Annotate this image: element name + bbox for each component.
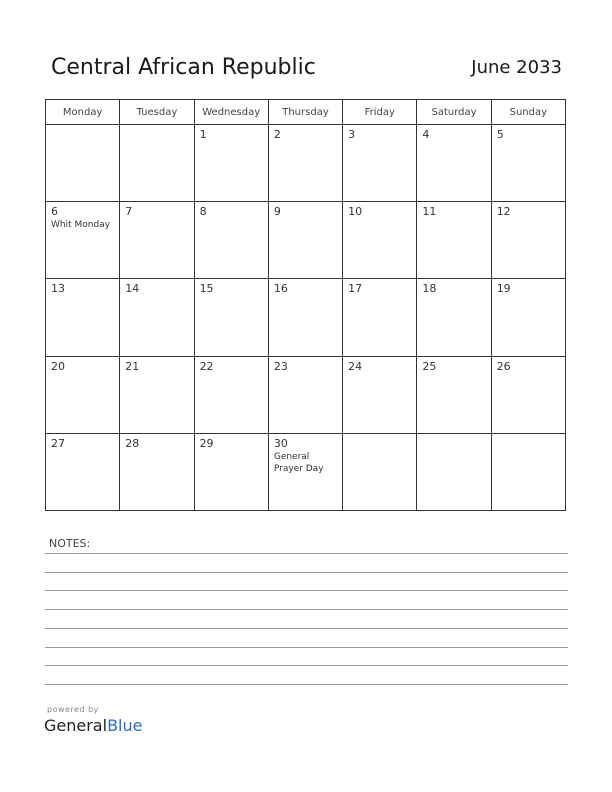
day-number: 18 (422, 282, 437, 296)
brand-general: General (44, 716, 108, 735)
day-cell (120, 125, 194, 202)
powered-by-text: powered by (47, 705, 99, 714)
day-cell (268, 125, 342, 202)
day-number: 13 (51, 282, 65, 296)
day-cell (417, 356, 491, 433)
holiday-label: Whit Monday (51, 220, 111, 231)
day-number: 29 (199, 436, 214, 450)
day-number: 28 (125, 436, 140, 450)
day-cell (417, 279, 491, 356)
day-number: 23 (273, 359, 288, 373)
day-number: 30 (273, 436, 288, 450)
day-cell (268, 433, 342, 510)
day-cell (268, 279, 342, 356)
day-number: 21 (125, 359, 140, 373)
day-cell (343, 202, 417, 279)
weekday-header-row (46, 100, 566, 125)
weekday-tuesday: Tuesday (120, 100, 194, 125)
month-label: June 2033 (471, 57, 562, 78)
day-cell (417, 202, 491, 279)
day-cell (343, 433, 417, 510)
day-cell (343, 125, 417, 202)
note-line (45, 684, 568, 685)
day-cell (120, 202, 194, 279)
day-number: 24 (348, 359, 363, 373)
day-cell (268, 356, 342, 433)
weekday-friday: Friday (343, 100, 417, 125)
day-cell (491, 279, 565, 356)
day-cell (194, 356, 268, 433)
notes-label: NOTES: (49, 537, 91, 550)
day-cell (46, 279, 120, 356)
day-number: 4 (422, 128, 430, 141)
note-line (45, 647, 568, 648)
day-cell (46, 125, 120, 202)
weekday-monday: Monday (46, 100, 120, 125)
day-cell (120, 279, 194, 356)
brand-blue: Blue (107, 716, 143, 735)
day-number: 1 (199, 128, 207, 141)
day-number: 15 (199, 282, 214, 296)
day-cell (120, 433, 194, 510)
day-cell (491, 125, 565, 202)
day-cell (491, 356, 565, 433)
day-number: 25 (422, 359, 437, 373)
day-cell (194, 433, 268, 510)
day-cell (120, 356, 194, 433)
day-number: 12 (496, 205, 511, 219)
day-number: 2 (273, 128, 281, 141)
note-line (45, 590, 568, 591)
day-number: 20 (51, 359, 65, 373)
week-row (46, 125, 566, 202)
day-cell (417, 125, 491, 202)
note-line (45, 628, 568, 629)
day-number: 10 (348, 205, 363, 219)
week-row (46, 202, 566, 279)
day-number: 14 (125, 282, 140, 296)
weekday-wednesday: Wednesday (194, 100, 268, 125)
day-number: 26 (496, 359, 511, 373)
day-cell (491, 202, 565, 279)
generalblue-logo[interactable] (44, 716, 142, 735)
day-number: 8 (199, 205, 207, 219)
note-line (45, 665, 568, 666)
day-cell (194, 279, 268, 356)
day-number: 6 (51, 205, 58, 219)
day-number: 22 (199, 359, 214, 373)
day-number: 3 (348, 128, 356, 141)
day-number: 17 (348, 282, 363, 296)
note-line (45, 553, 568, 554)
weekday-thursday: Thursday (268, 100, 342, 125)
day-cell (46, 202, 120, 279)
note-line (45, 572, 568, 573)
day-cell (343, 356, 417, 433)
calendar-grid (45, 99, 566, 511)
note-line (45, 609, 568, 610)
day-number: 27 (51, 436, 65, 450)
day-cell (268, 202, 342, 279)
weekday-saturday: Saturday (417, 100, 491, 125)
week-row (46, 279, 566, 356)
day-number: 5 (496, 128, 504, 141)
day-cell (194, 125, 268, 202)
holiday-label: General Prayer Day (273, 451, 324, 474)
day-cell (194, 202, 268, 279)
calendar-title: Central African Republic (51, 55, 316, 80)
day-number: 16 (273, 282, 288, 296)
day-cell (491, 433, 565, 510)
week-row (46, 356, 566, 433)
day-cell (417, 433, 491, 510)
day-number: 7 (125, 205, 133, 219)
day-number: 9 (273, 205, 281, 219)
weekday-sunday: Sunday (491, 100, 565, 125)
day-cell (46, 356, 120, 433)
day-number: 19 (496, 282, 511, 296)
day-number: 11 (422, 205, 437, 219)
day-cell (46, 433, 120, 510)
day-cell (343, 279, 417, 356)
week-row (46, 433, 566, 510)
